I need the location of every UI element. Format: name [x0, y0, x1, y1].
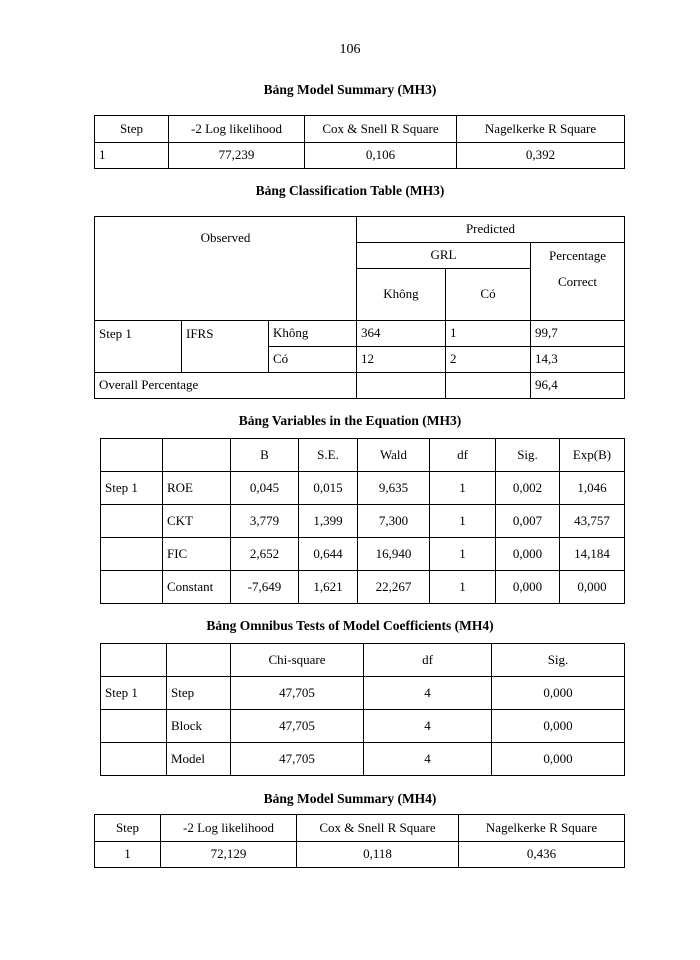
row-label: Step — [167, 677, 231, 710]
table-cell: 1 — [430, 472, 496, 505]
table-cell: 16,940 — [358, 538, 430, 571]
header-cell: B — [231, 439, 299, 472]
table-cell — [101, 743, 167, 776]
table-cell: 47,705 — [231, 743, 364, 776]
ifrs-label: IFRS — [182, 321, 269, 373]
observed-header: Observed — [95, 217, 357, 321]
table-cell: 14,3 — [531, 347, 625, 373]
header-cell: -2 Log likelihood — [161, 815, 297, 842]
table-cell: 4 — [364, 710, 492, 743]
table-cell: 4 — [364, 743, 492, 776]
table2-title: Bảng Classification Table (MH3) — [255, 183, 445, 198]
omnibus-tests-mh4-table — [100, 643, 625, 776]
header-cell: Nagelkerke R Square — [459, 815, 625, 842]
table-cell: 0,007 — [496, 505, 560, 538]
table-cell — [446, 373, 531, 399]
grl-header: GRL — [357, 243, 531, 269]
table-cell: 364 — [357, 321, 446, 347]
table-cell: 77,239 — [169, 143, 305, 169]
step-label: Step 1 — [101, 677, 167, 710]
table-cell: 0,015 — [299, 472, 358, 505]
table-cell: 1 — [430, 505, 496, 538]
row-label: Constant — [163, 571, 231, 604]
header-cell: Sig. — [496, 439, 560, 472]
table-cell: 99,7 — [531, 321, 625, 347]
table-cell: 0,118 — [297, 842, 459, 868]
khong-header: Không — [357, 269, 446, 321]
table-cell — [101, 439, 163, 472]
table-cell: 1,046 — [560, 472, 625, 505]
header-cell: Cox & Snell R Square — [305, 116, 457, 143]
row-label: ROE — [163, 472, 231, 505]
table-cell: 1,621 — [299, 571, 358, 604]
table-cell: 14,184 — [560, 538, 625, 571]
header-cell: Exp(B) — [560, 439, 625, 472]
table-cell: 7,300 — [358, 505, 430, 538]
table-cell: -7,649 — [231, 571, 299, 604]
overall-label: Overall Percentage — [95, 373, 357, 399]
table-cell: 43,757 — [560, 505, 625, 538]
table-cell: 1 — [430, 571, 496, 604]
table-cell: 0,000 — [492, 677, 625, 710]
table-cell: 0,000 — [496, 571, 560, 604]
table-cell — [101, 571, 163, 604]
table-cell: 47,705 — [231, 677, 364, 710]
table-cell: 0,392 — [457, 143, 625, 169]
model-summary-mh3-table — [94, 115, 625, 169]
header-cell: Cox & Snell R Square — [297, 815, 459, 842]
table-cell: 0,002 — [496, 472, 560, 505]
header-cell: Nagelkerke R Square — [457, 116, 625, 143]
row-label: FIC — [163, 538, 231, 571]
table-cell — [101, 710, 167, 743]
step-label: Step 1 — [95, 321, 182, 373]
table-cell: 96,4 — [531, 373, 625, 399]
table-cell: 47,705 — [231, 710, 364, 743]
table-cell: 1 — [95, 842, 161, 868]
model-summary-mh4-table — [94, 814, 625, 868]
table-cell: 0,000 — [492, 743, 625, 776]
table-cell — [101, 644, 167, 677]
percentage-correct-header: Percentage Correct — [531, 243, 625, 321]
header-cell: Sig. — [492, 644, 625, 677]
header-cell: df — [364, 644, 492, 677]
table-cell: 1,399 — [299, 505, 358, 538]
table-cell: 1 — [95, 143, 169, 169]
table-cell: 2 — [446, 347, 531, 373]
table-cell: 9,635 — [358, 472, 430, 505]
table-cell: 0,436 — [459, 842, 625, 868]
header-cell: Chi-square — [231, 644, 364, 677]
predicted-header: Predicted — [357, 217, 625, 243]
header-cell: Wald — [358, 439, 430, 472]
row-label: Không — [269, 321, 357, 347]
header-cell: df — [430, 439, 496, 472]
table-cell: 1 — [446, 321, 531, 347]
table-cell: 3,779 — [231, 505, 299, 538]
table-cell — [167, 644, 231, 677]
row-label: Block — [167, 710, 231, 743]
table3-title: Bảng Variables in the Equation (MH3) — [238, 413, 462, 428]
table-cell — [101, 538, 163, 571]
header-cell: Step — [95, 815, 161, 842]
page-number: 106 — [339, 42, 361, 57]
table1-title: Bảng Model Summary (MH3) — [263, 82, 437, 97]
table-cell — [357, 373, 446, 399]
step-label: Step 1 — [101, 472, 163, 505]
table-cell: 22,267 — [358, 571, 430, 604]
row-label: CKT — [163, 505, 231, 538]
header-cell: -2 Log likelihood — [169, 116, 305, 143]
table-cell: 0,000 — [560, 571, 625, 604]
table-cell: 12 — [357, 347, 446, 373]
table-cell: 0,106 — [305, 143, 457, 169]
table-cell: 0,000 — [492, 710, 625, 743]
variables-in-equation-mh3-table — [100, 438, 625, 604]
row-label: Model — [167, 743, 231, 776]
header-cell: S.E. — [299, 439, 358, 472]
table-cell: 2,652 — [231, 538, 299, 571]
table-cell — [163, 439, 231, 472]
table4-title: Bảng Omnibus Tests of Model Coefficients (MH4) — [206, 618, 494, 633]
co-header: Có — [446, 269, 531, 321]
table-cell: 72,129 — [161, 842, 297, 868]
table-cell: 1 — [430, 538, 496, 571]
table5-title: Bảng Model Summary (MH4) — [263, 791, 437, 806]
table-cell — [101, 505, 163, 538]
table-cell: 0,000 — [496, 538, 560, 571]
classification-table-mh3 — [94, 216, 625, 399]
table-cell: 4 — [364, 677, 492, 710]
row-label: Có — [269, 347, 357, 373]
table-cell: 0,644 — [299, 538, 358, 571]
table-cell: 0,045 — [231, 472, 299, 505]
header-cell: Step — [95, 116, 169, 143]
